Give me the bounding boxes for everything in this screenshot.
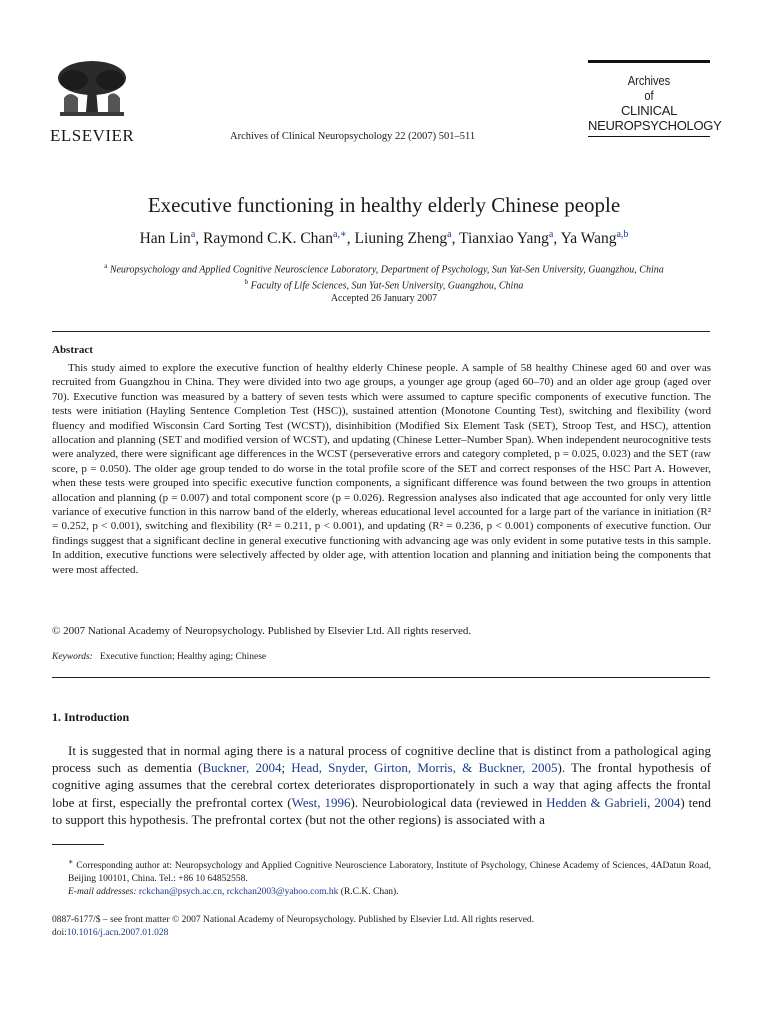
journal-logo-line-1: Archives: [627, 73, 671, 88]
doi-link[interactable]: 10.1016/j.acn.2007.01.028: [66, 928, 169, 938]
affiliation-mark: a: [104, 262, 108, 270]
doi-line: [52, 927, 534, 940]
abstract-paragraph: This study aimed to explore the executive function of healthy elderly Chinese people. A sample of 58 healthy Chinese aged 60 and over was recruited from Guangzhou in China. They were divided into two age groups, a younger age group (aged 60–70) and an older age group (aged over 70). Executive function was measured by a battery of seven tests which were assumed to capture specific components of executive function. The tests were initiation (Hayling Sentence Completion Test (HSC)), sustained attention (Monotone Counting Test), switching and flexibility (word fluency and modified Wisconsin Card Sorting Test (WCST)), disinhibition (Modified Six Element Task (SET), Stroop Test, and HSC), attention allocation and planning (SET and modified version of WCST), and updating (Chinese Letter–Number Span). When independent neurocognitive tests were analyzed, there were significant age differences in the WCST (perseverative errors and category completed, p = 0.025, 0.023) and the SET (raw score, p = 0.050). The older age group tended to do worse in the total profile score of the SET and correct responses of the HSC Part A. However, when these tests were grouped into specific executive function components, a significant difference was found between the two groups in attention allocation and planning (p = 0.007) and total component score (p = 0.026). Regression analyses also indicated that age accounted for only very little variance of executive function in this narrow band of the elderly, whereas educational level accounted for a large part of the variance in initiation (R² = 0.252, p < 0.001), switching and flexibility (R² = 0.211, p < 0.001), and updating (R² = 0.236, p < 0.001) components of executive function. Our findings suggest that a significant decline in general executive functioning with advancing age was only evident in some putative tests in this sample. In addition, executive functions were selectively affected by older age, with attention location and planning and initiation being the components that were most affected.: [52, 362, 711, 576]
corresponding-author-note: [52, 855, 711, 886]
journal-logo: [588, 60, 722, 133]
journal-logo-line-4: NEUROPSYCHOLOGY: [588, 118, 722, 133]
footnote-rule: [52, 844, 104, 845]
text-run: ). Neurobiological data (reviewed in: [350, 794, 547, 810]
email-link[interactable]: rckchan@psych.ac.cn: [138, 887, 223, 898]
affiliation-text: Faculty of Life Sciences, Sun Yat-Sen University, Guangzhou, China: [250, 280, 524, 292]
email-link[interactable]: rckchan2003@yahoo.com.hk: [226, 887, 339, 898]
text-run: ) tend to support this hypothesis. The prefrontal cortex (but not the other regions) is associated with a: [52, 794, 712, 827]
journal-logo-rule: [588, 136, 710, 137]
text-run: It is suggested that in normal aging there is a natural process of cognitive decline that is distinct from a pathological aging process such as dementia (: [52, 743, 711, 776]
author-list: Han Lin$^a$, Raymond C.K. Chan$^{a,∗}$, Liuning Zheng$^a$, Tianxiao Yang$^a$, Ya Wang$^{a,b}$: [139, 229, 629, 248]
affiliations: [0, 260, 768, 293]
article-title: Executive functioning in healthy elderly Chinese people: [147, 193, 621, 217]
journal-logo-line-3: CLINICAL: [620, 103, 678, 118]
author-affiliation-mark[interactable]: a,∗: [333, 229, 347, 240]
text-run: ). The frontal hypothesis of cognitive aging assumes that the cerebral cortex deteriorates disproportionately in such a way that aging affects the frontal lobe at first, especially the prefrontal cortex (: [52, 760, 711, 810]
citation-link[interactable]: Hedden & Gabrieli, 2004: [546, 794, 681, 810]
citation-link[interactable]: Buckner, 2004: [202, 760, 282, 776]
footnote-mark: ∗: [68, 857, 74, 866]
abstract-bottom-rule: [52, 677, 710, 678]
citation-link[interactable]: Head, Snyder, Girton, Morris, & Buckner, 2005: [291, 760, 558, 776]
keywords-value: Executive function; Healthy aging; Chinese: [99, 652, 267, 662]
text-run: (R.C.K. Chan).: [338, 887, 399, 898]
keywords-label: Keywords:: [52, 652, 93, 662]
affiliation-mark: b: [244, 278, 249, 287]
author-affiliation-mark[interactable]: a,b: [616, 229, 629, 240]
footnote: [52, 855, 711, 899]
keywords: [52, 652, 266, 662]
text-run: ,: [222, 887, 227, 898]
issn-block: [52, 914, 534, 940]
elsevier-tree-logo: [50, 58, 132, 120]
publisher-name: ELSEVIER: [50, 126, 135, 145]
accepted-date: Accepted 26 January 2007: [330, 293, 438, 304]
abstract-copyright: © 2007 National Academy of Neuropsychology. Published by Elsevier Ltd. All rights reserved.: [52, 625, 472, 637]
journal-reference: Archives of Clinical Neuropsychology 22 (2007) 501–511: [230, 131, 476, 142]
citation-link[interactable]: West, 1996: [291, 794, 351, 810]
doi-label: doi:: [52, 928, 67, 938]
abstract-body: [52, 361, 711, 577]
email-label: E-mail addresses:: [68, 887, 137, 898]
author-name: Liuning Zheng: [354, 230, 448, 248]
abstract-heading: Abstract: [52, 344, 93, 356]
section-heading-introduction: 1. Introduction: [52, 710, 130, 724]
abstract-top-rule: [52, 331, 710, 332]
corresponding-author-text: Corresponding author at: Neuropsychology and Applied Cognitive Neuroscience Laboratory, Institute of Psychology, Chinese Academy of Sciences, 4ADatun Road, Beijing 100101, China. Tel.: +86 10 64852558.: [68, 861, 711, 885]
email-line: [52, 886, 711, 899]
text-run: ;: [281, 760, 292, 776]
author-affiliation-mark[interactable]: a: [548, 229, 554, 240]
author-name: Tianxiao Yang: [459, 230, 549, 248]
author-name: Ya Wang: [560, 230, 617, 248]
journal-logo-line-2: of: [644, 88, 654, 103]
author-affiliation-mark[interactable]: a: [447, 229, 452, 240]
author-name: Raymond C.K. Chan: [203, 230, 334, 248]
issn-line: 0887-6177/$ – see front matter © 2007 National Academy of Neuropsychology. Published by Elsevier Ltd. All rights reserved.: [52, 915, 535, 925]
author-name: Han Lin: [139, 230, 191, 248]
author-affiliation-mark[interactable]: a: [190, 229, 196, 240]
introduction-paragraph: [52, 742, 711, 828]
affiliation-text: Neuropsychology and Applied Cognitive Neuroscience Laboratory, Department of Psychology, Sun Yat-Sen University, Guangzhou, China: [109, 264, 664, 276]
introduction-body: [52, 742, 711, 828]
